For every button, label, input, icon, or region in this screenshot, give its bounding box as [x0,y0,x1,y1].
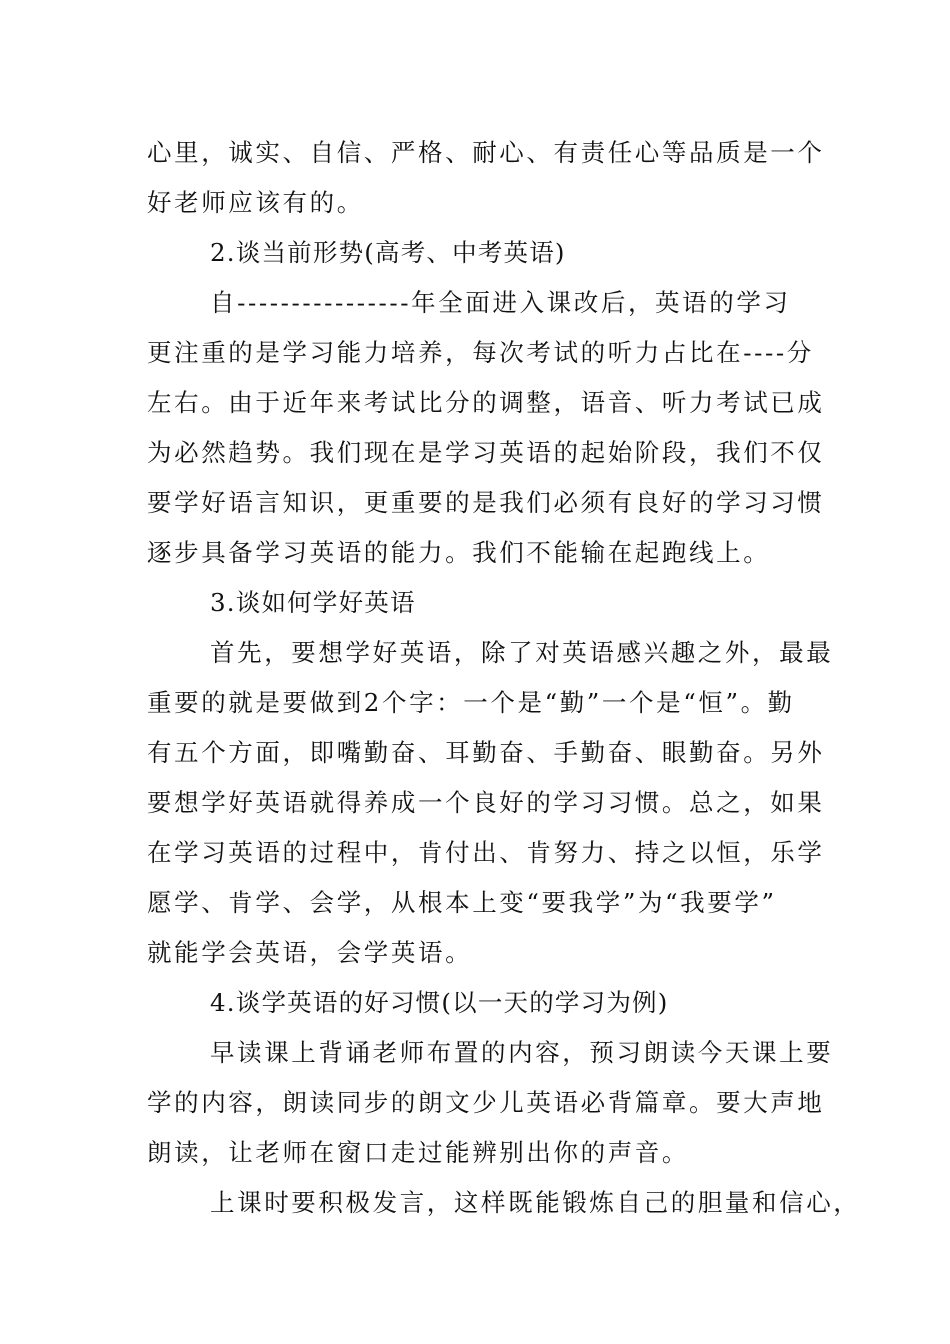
section-heading: 2.谈当前形势(高考、中考英语) [210,238,566,267]
text-line: 朗读，让老师在窗口走过能辨别出你的声音。 [147,1138,689,1167]
text-line: 就能学会英语，会学英语。 [147,938,473,967]
text-line: 学的内容，朗读同步的朗文少儿英语必背篇章。要大声地 [147,1088,825,1117]
text-line: 更注重的是学习能力培养，每次考试的听力占比在----分 [147,338,814,367]
text-line: 有五个方面，即嘴勤奋、耳勤奋、手勤奋、眼勤奋。另外 [147,738,825,767]
text-line: 要想学好英语就得养成一个良好的学习习惯。总之，如果 [147,788,825,817]
paragraph-start: 上课时要积极发言，这样既能锻炼自己的胆量和信心， [210,1188,861,1217]
paragraph-start: 首先，要想学好英语，除了对英语感兴趣之外，最最 [210,638,834,667]
text-line: 为必然趋势。我们现在是学习英语的起始阶段，我们不仅 [147,438,825,467]
text-line: 要学好语言知识，更重要的是我们必须有良好的学习习惯 [147,488,825,517]
section-heading: 4.谈学英语的好习惯(以一天的学习为例) [210,988,669,1017]
text-line: 逐步具备学习英语的能力。我们不能输在起跑线上。 [147,538,771,567]
paragraph-start: 早读课上背诵老师布置的内容，预习朗读今天课上要 [210,1038,834,1067]
text-line: 好老师应该有的。 [147,188,364,217]
text-line: 重要的就是要做到2个字：一个是“勤”一个是“恒”。勤 [147,688,795,717]
document-body [147,128,861,1228]
text-line: 在学习英语的过程中，肯付出、肯努力、持之以恒，乐学 [147,838,825,867]
text-line: 左右。由于近年来考试比分的调整，语音、听力考试已成 [147,388,825,417]
text-line: 心里，诚实、自信、严格、耐心、有责任心等品质是一个 [147,138,825,167]
text-line: 愿学、肯学、会学，从根本上变“要我学”为“我要学” [147,888,777,917]
section-heading: 3.谈如何学好英语 [210,588,416,617]
paragraph-start: 自----------------年全面进入课改后，英语的学习 [210,288,791,317]
